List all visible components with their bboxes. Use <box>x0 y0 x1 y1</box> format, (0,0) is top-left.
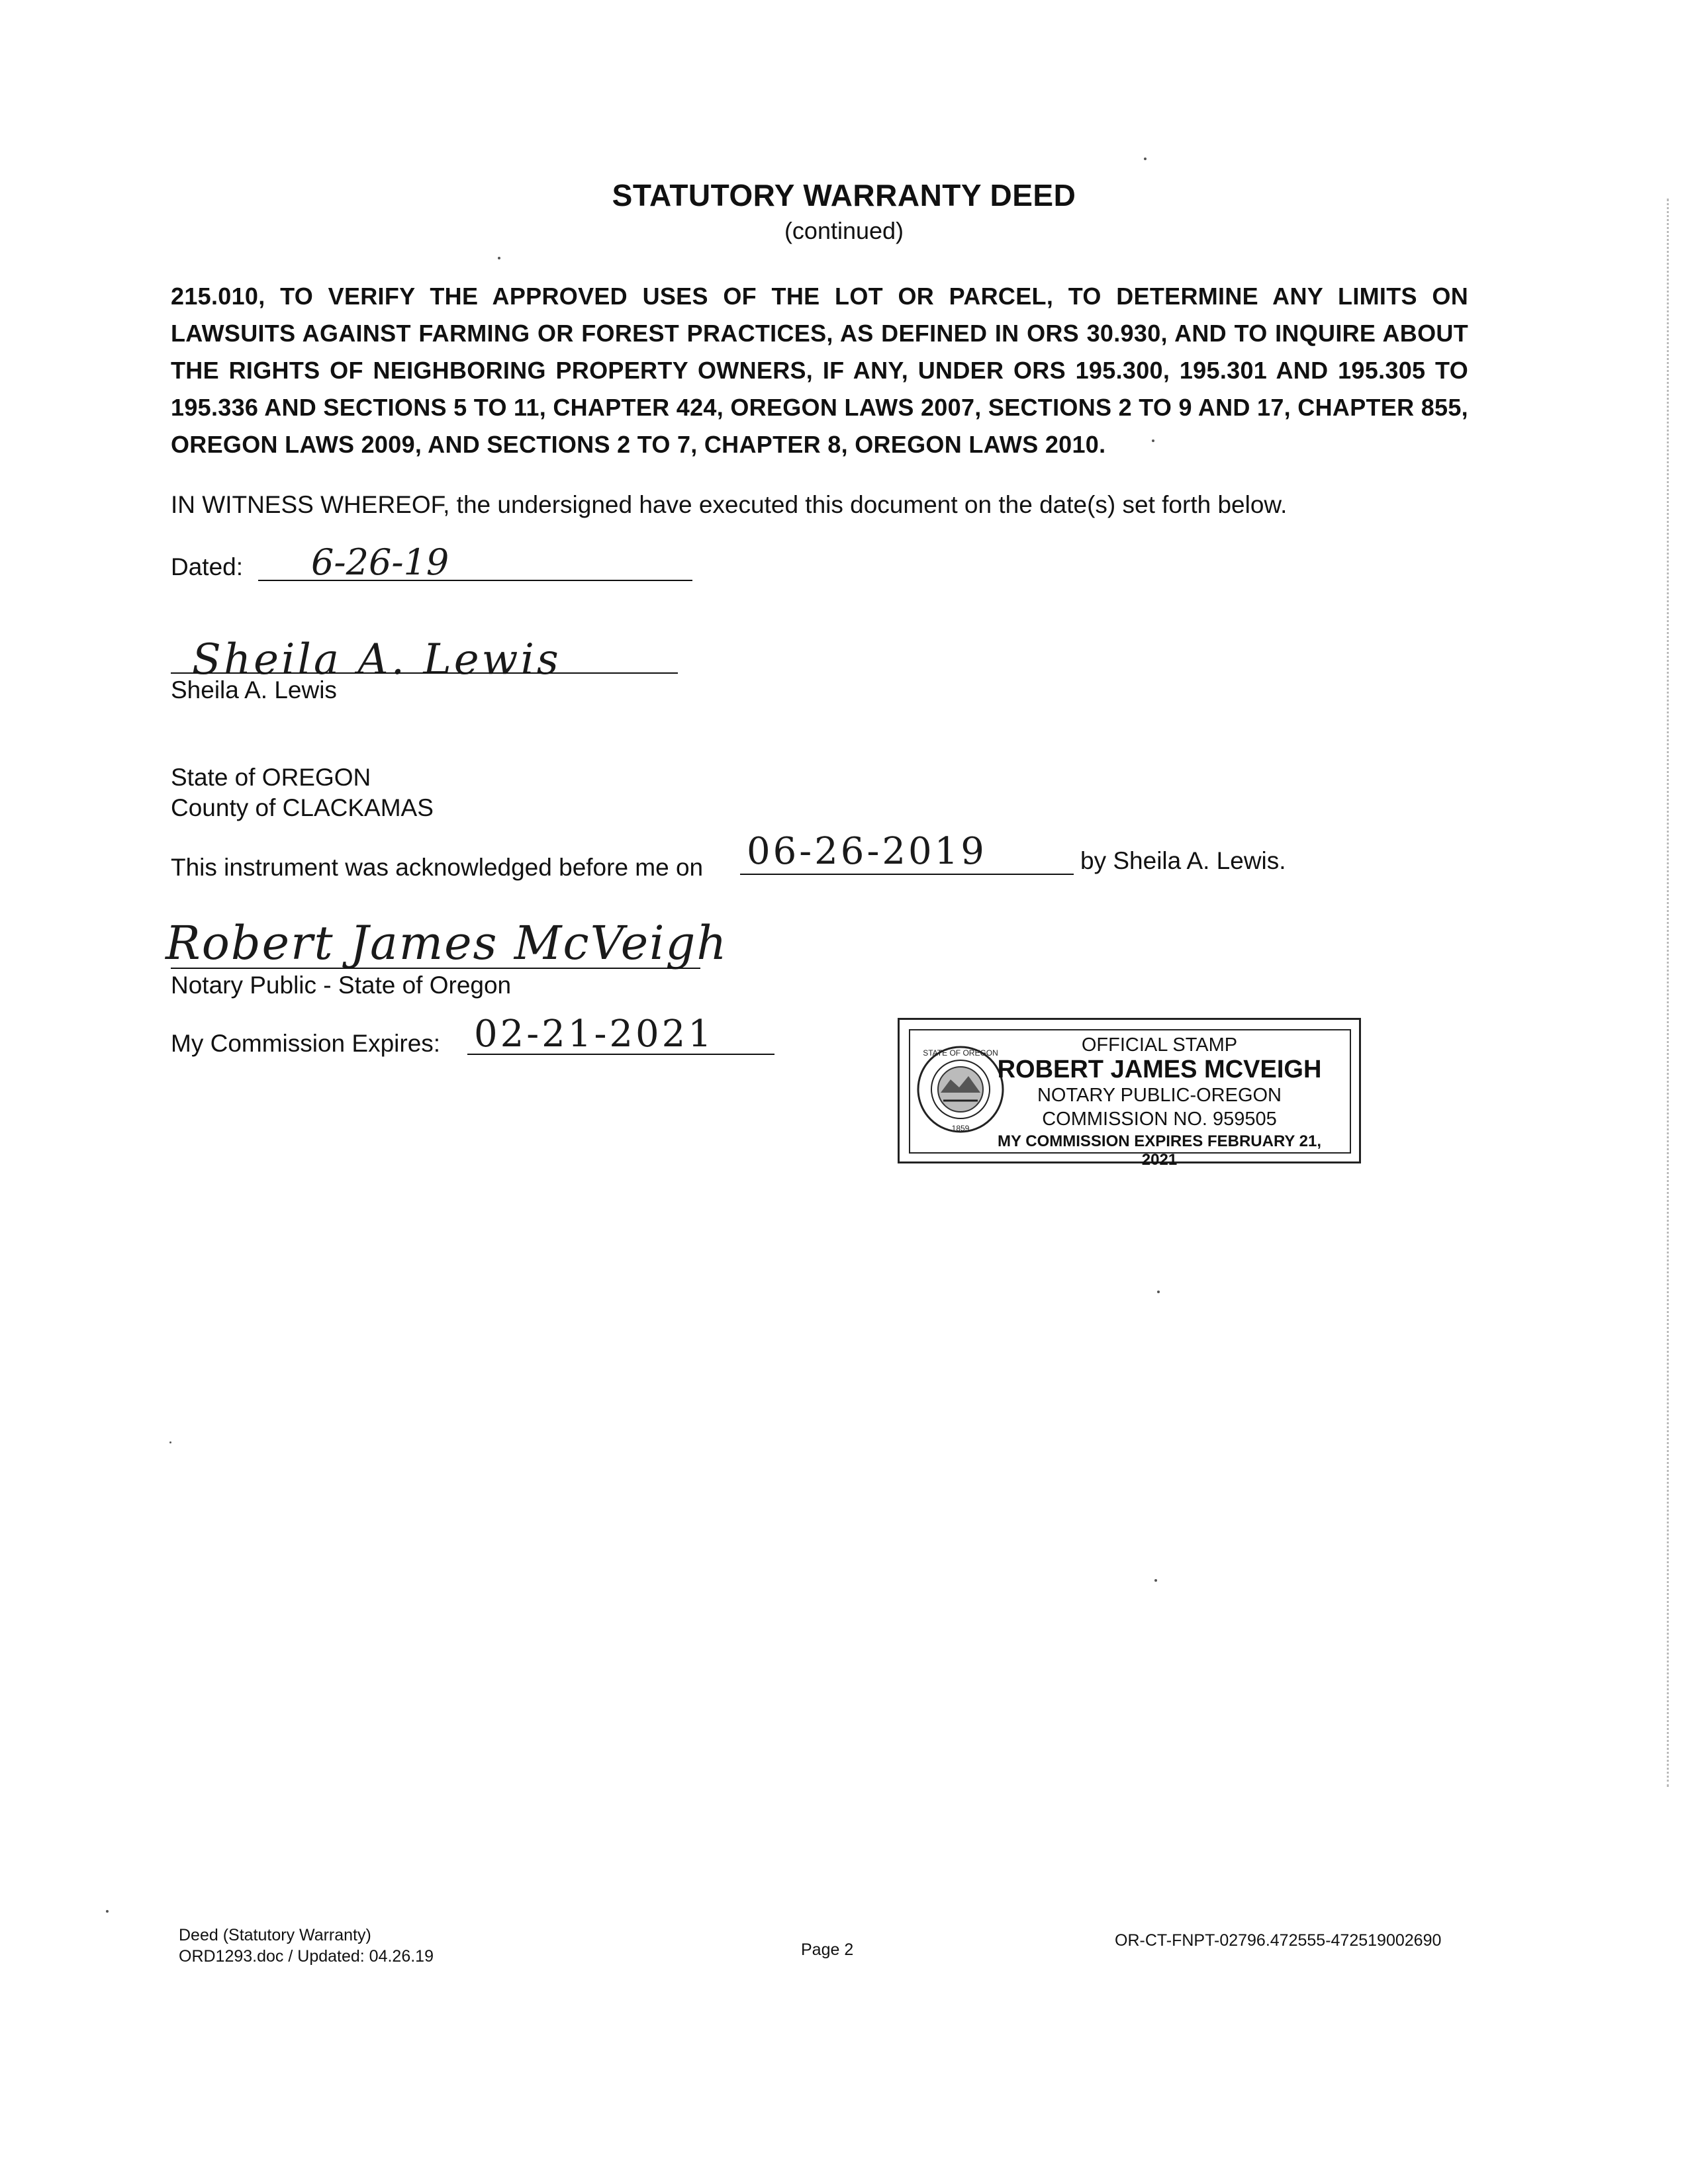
commission-label: My Commission Expires: <box>171 1030 441 1057</box>
document-reference: OR-CT-FNPT-02796.472555-472519002690 <box>1115 1931 1442 1950</box>
signature-line <box>171 672 678 674</box>
footer-form-updated: ORD1293.doc / Updated: 04.26.19 <box>179 1947 434 1966</box>
scan-edge-noise <box>1667 199 1671 1787</box>
notary-signature-line <box>171 968 700 969</box>
document-subtitle: (continued) <box>784 217 904 244</box>
stamp-title: NOTARY PUBLIC-OREGON <box>1037 1085 1282 1106</box>
acknowledgment-prefix: This instrument was acknowledged before me on <box>171 854 704 881</box>
statutory-paragraph: 215.010, TO VERIFY THE APPROVED USES OF THE LOT OR PARCEL, TO DETERMINE ANY LIMITS ON LAWSUITS AGAINST FARMING OR FOREST PRACTICES, AS DEFINED IN ORS 30.930, AND TO INQUIRE ABOUT THE RIGHTS OF NEIGHBORING PROPERTY OWNERS, IF ANY, UNDER ORS 195.300, 195.301 AND 195.305 TO 195.336 AND SECTIONS 5 TO 11, CHAPTER 424, OREGON LAWS 2007, SECTIONS 2 TO 9 AND 17, CHAPTER 855, OREGON LAWS 2009, AND SECTIONS 2 TO 7, CHAPTER 8, OREGON LAWS 2010. <box>171 283 1468 458</box>
seal-year: 1859 <box>951 1124 970 1133</box>
page-number: Page 2 <box>801 1940 854 1959</box>
state-line: State of OREGON <box>171 764 371 791</box>
county-line: County of CLACKAMAS <box>171 794 434 821</box>
stamp-commission: COMMISSION NO. 959505 <box>1042 1109 1277 1130</box>
document-title: STATUTORY WARRANTY DEED <box>612 178 1076 212</box>
official-stamp <box>898 1018 1361 1169</box>
stamp-heading: OFFICIAL STAMP <box>1081 1034 1238 1056</box>
scan-speck <box>1144 158 1147 160</box>
scan-speck <box>1152 439 1154 442</box>
ack-date-line <box>740 874 1074 875</box>
acknowledgment-suffix: by Sheila A. Lewis. <box>1080 847 1286 874</box>
stamp-name: ROBERT JAMES MCVEIGH <box>997 1056 1322 1083</box>
witness-statement: IN WITNESS WHEREOF, the undersigned have executed this document on the date(s) set forth below. <box>171 491 1288 518</box>
dated-value: 6-26-19 <box>311 541 449 583</box>
footer-form-name: Deed (Statutory Warranty) <box>179 1926 371 1944</box>
stamp-expires: MY COMMISSION EXPIRES FEBRUARY 21, 2021 <box>998 1132 1321 1169</box>
scan-speck <box>106 1910 109 1913</box>
signer-signature: Sheila A. Lewis <box>192 635 561 684</box>
scan-speck <box>1154 1579 1157 1582</box>
notary-title: Notary Public - State of Oregon <box>171 972 512 999</box>
notary-signature: Robert James McVeigh <box>165 916 728 970</box>
dated-label: Dated: <box>171 553 244 580</box>
signer-name: Sheila A. Lewis <box>171 676 337 704</box>
scan-speck <box>169 1441 171 1443</box>
scan-speck <box>498 257 500 259</box>
commission-value: 02-21-2021 <box>474 1013 714 1056</box>
scan-speck <box>1157 1291 1160 1293</box>
ack-date-value: 06-26-2019 <box>747 830 987 873</box>
footer-form-info <box>179 1925 434 1967</box>
seal-text: STATE OF OREGON <box>923 1048 998 1058</box>
